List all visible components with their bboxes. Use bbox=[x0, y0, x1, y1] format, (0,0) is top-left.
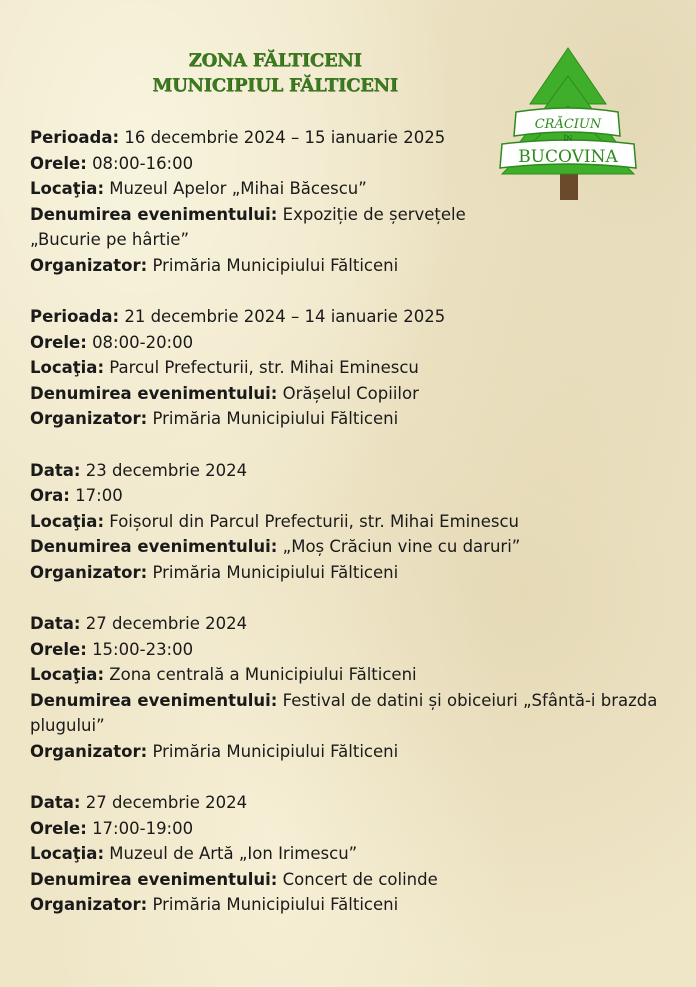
field-label: Data: bbox=[30, 793, 81, 812]
field-label: Perioada: bbox=[30, 128, 120, 147]
field-value: 17:00 bbox=[75, 486, 123, 505]
event-field bbox=[30, 867, 670, 893]
field-label: Organizator: bbox=[30, 409, 148, 428]
field-label: Orele: bbox=[30, 153, 87, 173]
document-heading bbox=[100, 48, 450, 98]
field-value: 08:00-16:00 bbox=[92, 153, 194, 173]
logo-text-bottom: BUCOVINA bbox=[518, 147, 618, 167]
event-field bbox=[30, 176, 670, 202]
field-value: „Moș Crăciun vine cu daruri” bbox=[282, 537, 521, 556]
event-block bbox=[30, 611, 670, 764]
field-label: Organizator: bbox=[30, 562, 148, 582]
field-label: Locaţia: bbox=[30, 665, 105, 684]
event-field bbox=[30, 816, 670, 842]
field-label: Locaţia: bbox=[30, 179, 105, 198]
event-field bbox=[30, 637, 670, 663]
event-field bbox=[30, 253, 670, 279]
event-block bbox=[30, 125, 670, 278]
field-label: Orele: bbox=[30, 332, 87, 352]
field-value: Primăria Municipiului Fălticeni bbox=[152, 409, 399, 428]
field-value: Parcul Prefecturii, str. Mihai Eminescu bbox=[109, 358, 419, 377]
event-field bbox=[30, 355, 670, 381]
event-field bbox=[30, 739, 670, 765]
field-label: Locaţia: bbox=[30, 358, 105, 377]
field-label: Denumirea evenimentului: bbox=[30, 204, 278, 224]
event-field bbox=[30, 381, 670, 407]
event-block bbox=[30, 790, 670, 918]
field-value: 27 decembrie 2024 bbox=[85, 793, 248, 812]
field-label: Locaţia: bbox=[30, 511, 105, 531]
field-label: Organizator: bbox=[30, 741, 148, 761]
event-block bbox=[30, 304, 670, 432]
field-label: Orele: bbox=[30, 818, 87, 838]
event-field bbox=[30, 406, 670, 432]
field-label: Denumirea evenimentului: bbox=[30, 537, 278, 556]
event-field bbox=[30, 202, 670, 228]
field-label: Perioada: bbox=[30, 307, 120, 326]
event-field bbox=[30, 125, 670, 151]
field-value: Primăria Municipiului Fălticeni bbox=[152, 562, 399, 582]
heading-line-2: MUNICIPIUL FĂLTICENI bbox=[152, 75, 398, 96]
field-value: Muzeul de Artă „Ion Irimescu” bbox=[109, 844, 358, 863]
event-field bbox=[30, 841, 670, 867]
field-value: 21 decembrie 2024 – 14 ianuarie 2025 bbox=[124, 307, 446, 326]
field-value: Orășelul Copiilor bbox=[282, 383, 419, 403]
event-field bbox=[30, 560, 670, 586]
event-field bbox=[30, 509, 670, 535]
event-field bbox=[30, 304, 670, 330]
event-field bbox=[30, 330, 670, 356]
logo-text-top: CRĂCIUN bbox=[534, 117, 602, 132]
event-block bbox=[30, 458, 670, 586]
field-value: Expoziție de șervețele bbox=[282, 204, 466, 224]
event-field bbox=[30, 790, 670, 816]
field-value: Primăria Municipiului Fălticeni bbox=[152, 255, 399, 275]
field-label: Organizator: bbox=[30, 895, 148, 914]
field-value: Primăria Municipiului Fălticeni bbox=[152, 895, 399, 914]
field-value: Muzeul Apelor „Mihai Băcescu” bbox=[109, 179, 367, 198]
event-field bbox=[30, 227, 670, 253]
field-value: 08:00-20:00 bbox=[92, 332, 194, 352]
field-label: Denumirea evenimentului: bbox=[30, 869, 278, 889]
event-field bbox=[30, 458, 670, 484]
event-field bbox=[30, 688, 670, 739]
event-field bbox=[30, 662, 670, 688]
field-label: Ora: bbox=[30, 486, 70, 505]
heading-line-1: ZONA FĂLTICENI bbox=[188, 50, 362, 71]
field-value: Foișorul din Parcul Prefecturii, str. Mihai Eminescu bbox=[109, 511, 519, 531]
field-value: Zona centrală a Municipiului Fălticeni bbox=[109, 665, 417, 684]
logo-text-middle: ÎN bbox=[563, 135, 573, 143]
field-value: 23 decembrie 2024 bbox=[85, 460, 248, 480]
field-label: Data: bbox=[30, 614, 81, 633]
field-label: Orele: bbox=[30, 639, 87, 659]
field-value: Festival de datini și obiceiuri „Sfântă-i brazda plugului” bbox=[30, 690, 658, 735]
field-value: 27 decembrie 2024 bbox=[85, 614, 248, 633]
field-value: „Bucurie pe hârtie” bbox=[30, 230, 190, 249]
field-value: 15:00-23:00 bbox=[92, 639, 194, 659]
field-value: Concert de colinde bbox=[282, 869, 438, 889]
event-field bbox=[30, 611, 670, 637]
field-label: Locaţia: bbox=[30, 844, 105, 863]
event-list bbox=[30, 125, 670, 944]
event-field bbox=[30, 534, 670, 560]
event-field bbox=[30, 892, 670, 918]
event-field bbox=[30, 151, 670, 177]
field-label: Denumirea evenimentului: bbox=[30, 690, 278, 710]
field-value: 17:00-19:00 bbox=[92, 818, 194, 838]
field-label: Denumirea evenimentului: bbox=[30, 383, 278, 403]
event-field bbox=[30, 483, 670, 509]
field-label: Data: bbox=[30, 460, 81, 480]
field-label: Organizator: bbox=[30, 255, 148, 275]
field-value: 16 decembrie 2024 – 15 ianuarie 2025 bbox=[124, 128, 446, 147]
field-value: Primăria Municipiului Fălticeni bbox=[152, 741, 399, 761]
